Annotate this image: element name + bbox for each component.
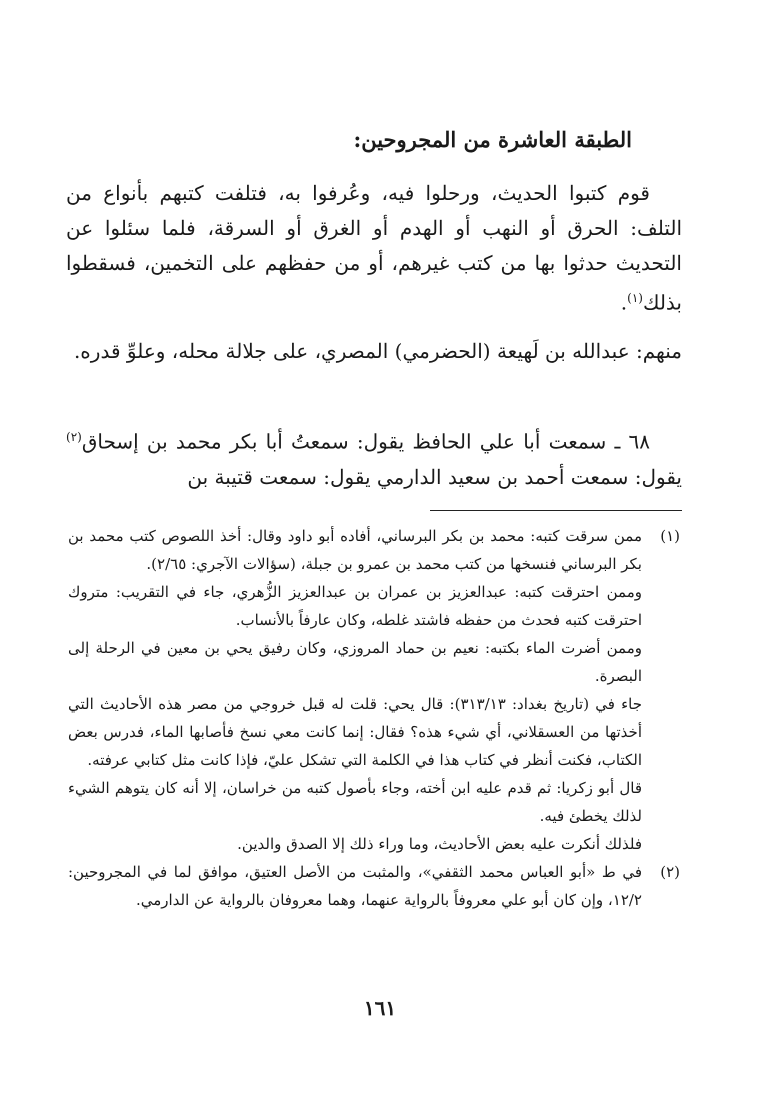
paragraph-definition-text: قوم كتبوا الحديث، ورحلوا فيه، وعُرفوا به، فتلفت كتبهم بأنواع من التلف: الحرق أو النهب أو الهدم أو الغرق أو السرقة، فلما سئلوا عن التحديث حدثوا بها من كتب غيرهم، أو من حفظهم على التخمين، فسقطوا بذلك xyxy=(66,181,682,315)
footnote-2 xyxy=(68,858,680,914)
footnote-ref-1[interactable]: (١) xyxy=(627,291,643,305)
footnote-1-body xyxy=(68,522,642,858)
footnote-2-para: في ط «أبو العباس محمد الثقفي»، والمثبت من الأصل العتيق، موافق لما في المجروحين: ١٢/٢، وإن كان أبو علي معروفاً بالرواية عنهما، وهما معروفان بالرواية عن الدارمي. xyxy=(68,863,642,909)
footnote-2-number: (٢) xyxy=(660,863,680,881)
narration-end: يقول: سمعت أحمد بن سعيد الدارمي يقول: سمعت قتيبة بن xyxy=(187,464,682,489)
footnote-ref-2[interactable]: (٢) xyxy=(66,430,82,444)
paragraph-examples: منهم: عبدالله بن لَهيعة (الحضرمي) المصري، على جلالة محله، وعلوِّ قدره. xyxy=(73,339,682,363)
footnotes-section xyxy=(68,522,680,914)
footnote-2-body xyxy=(68,858,642,914)
footnote-1-para: وممن احترقت كتبه: عبدالعزيز بن عمران بن عبدالعزيز الزُّهري، جاء في التقريب: متروك احترقت كتبه فحدث من حفظه فاشتد غلطه، وكان عارفاً بالأنساب. xyxy=(68,583,642,629)
narration-start: ٦٨ ـ سمعت أبا علي الحافظ يقول: سمعتُ أبا بكر محمد بن إسحاق xyxy=(81,429,650,454)
paragraph-narration-68 xyxy=(66,420,682,495)
footnote-1-para: قال أبو زكريا: ثم قدم عليه ابن أخته، وجاء بأصول كتبه من خراسان، إلا أنه كان يتوهم الشيء لذلك يخطئ فيه. xyxy=(68,779,642,825)
footnote-1-para: وممن أضرت الماء بكتبه: نعيم بن حماد المروزي، وكان رفيق يحي بن معين في الرحلة إلى البصرة. xyxy=(68,639,642,685)
page-number: ١٦١ xyxy=(363,996,397,1020)
paragraph-definition xyxy=(66,176,682,321)
paragraph-definition-end: . xyxy=(620,290,628,315)
footnote-divider xyxy=(430,510,682,511)
footnote-1 xyxy=(68,522,680,858)
footnote-1-para: فلذلك أنكرت عليه بعض الأحاديث، وما وراء ذلك إلا الصدق والدين. xyxy=(237,835,642,853)
section-heading: الطبقة العاشرة من المجروحين: xyxy=(353,127,632,152)
footnote-1-para: جاء في (تاريخ بغداد: ٣١٣/١٣): قال يحي: قلت له قبل خروجي من مصر هذه الأحاديث التي أخذتها من العسقلاني، أي شيء هذه؟ فقال: إنما كانت معي نسخ فأصابها الماء، فدرس بعض الكتاب، فكنت أنظر في كتاب هذا في الكلمة التي تشكل عليّ، فإذا كانت مثل كتابي عرفته. xyxy=(68,695,642,769)
footnote-1-number: (١) xyxy=(660,527,680,545)
footnote-1-para: ممن سرقت كتبه: محمد بن بكر البرساني، أفاده أبو داود وقال: أخذ اللصوص كتب محمد بن بكر البرساني فنسخها من كتب محمد بن عمرو بن جبلة، (سؤالات الآجري: ٢/٦٥). xyxy=(68,527,642,573)
